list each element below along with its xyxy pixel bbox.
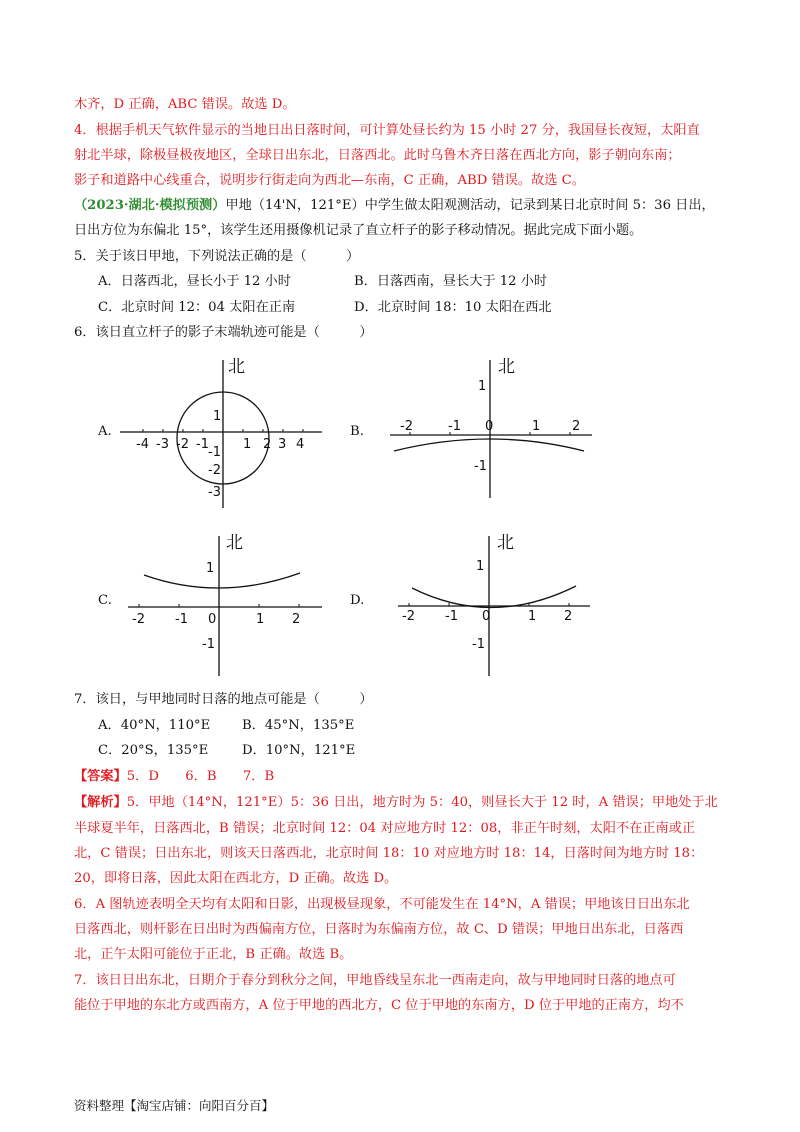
analysis-q7-line-2: 能位于甲地的东北方或西南方，A 位于甲地的西北方，C 位于甲地的东南方，D 位于甲地的正南方，均不: [74, 998, 684, 1013]
diagram-d-ytick: -1: [472, 637, 485, 652]
intro-line-1: [74, 197, 715, 215]
diagram-b-xtick: 2: [572, 419, 581, 434]
analysis-q5-line-3: 北，C 错误；日出东北，则该天日落西北，北京时间 18：10 对应地方时 18：14，日落时间为地方时 18：: [74, 846, 704, 861]
q5-stem: 5．关于该日甲地，下列说法正确的是（ ）: [74, 249, 360, 264]
diagram-d-xtick: -1: [445, 609, 458, 624]
diagram-c: [122, 528, 332, 678]
prev-answer-end: 木齐，D 正确，ABC 错误。故选 D。: [74, 97, 296, 112]
analysis-q6-line-2: 日落西北，则杆影在日出时为西偏南方位，日落时为东偏南方位，故 C、D 错误；甲地日出东北，日落西: [74, 922, 684, 937]
diagram-b-xtick: -2: [400, 419, 413, 434]
diagram-a-ytick: -1: [208, 445, 221, 460]
diagram-d-shadow-trajectory: [412, 586, 576, 608]
diagram-a-north-label: 北: [228, 357, 245, 377]
diagram-c-xtick: 0: [208, 612, 217, 627]
q6-label-c: C.: [98, 593, 112, 608]
q7-stem: 7．该日，与甲地同时日落的地点可能是（ ）: [74, 692, 373, 707]
diagram-d-xtick: -2: [402, 609, 415, 624]
diagram-d: [394, 528, 594, 678]
q4-line-1: 4．根据手机天气软件显示的当地日出日落时间，可计算处昼长约为 15 小时 27 分，我国昼长夜短，太阳直: [74, 123, 700, 138]
diagram-b-xtick: -1: [448, 419, 461, 434]
diagram-a-xtick: -3: [156, 437, 169, 452]
q6-label-b: B.: [350, 424, 364, 439]
footer-text: 资料整理【淘宝店铺：向阳百分百】: [74, 1098, 275, 1113]
analysis-q6-line-3: 北，正午太阳可能位于正北，B 正确。故选 B。: [74, 947, 353, 962]
q6-label-a: A.: [98, 424, 112, 439]
diagram-a-xtick: 4: [296, 437, 305, 452]
diagram-a-xtick: 2: [263, 437, 272, 452]
analysis-q6-line-1: 6．A 图轨迹表明全天均有太阳和日影，出现极昼现象，不可能发生在 14°N，A 错误；甲地该日日出东北: [74, 897, 690, 912]
diagram-b-xtick: 0: [485, 419, 494, 434]
diagram-d-north-label: 北: [497, 533, 514, 553]
diagram-c-shadow-trajectory: [144, 573, 300, 588]
q4-line-3: 影子和道路中心线重合，说明步行街走向为西北—东南，C 正确，ABD 错误。故选 C。: [74, 173, 585, 188]
diagram-c-xtick: -1: [175, 612, 188, 627]
q5-option-a: A．日落西北，昼长小于 12 小时: [98, 274, 291, 289]
diagram-a-xtick: 3: [278, 437, 287, 452]
q7-option-b: B．45°N，135°E: [242, 718, 355, 733]
diagram-c-ytick: 1: [206, 561, 215, 576]
q4-line-2: 射北半球，除极昼极夜地区，全球日出东北，日落西北。此时乌鲁木齐日落在西北方向，影子朝向东南；: [74, 148, 681, 163]
answer-tag: 【答案】: [74, 769, 127, 784]
diagram-d-ytick: 1: [476, 559, 485, 574]
diagram-b-north-label: 北: [498, 357, 515, 377]
source-tag: （2023·湖北·模拟预测）: [74, 198, 226, 213]
diagram-a-xtick: -1: [196, 437, 209, 452]
q5-option-d: D．北京时间 18：10 太阳在西北: [354, 300, 552, 315]
diagram-a-ytick: -2: [208, 463, 221, 478]
diagram-b-ytick: 1: [478, 379, 487, 394]
q7-option-c: C．20°S，135°E: [98, 743, 209, 758]
diagram-b-shadow-trajectory: [394, 439, 584, 451]
q5-option-b: B．日落西南，昼长大于 12 小时: [354, 274, 548, 289]
intro-line-2: 日出方位为东偏北 15°，该学生还用摄像机记录了直立杆子的影子移动情况。据此完成下面小题。: [74, 223, 643, 238]
diagram-c-north-label: 北: [226, 533, 243, 553]
diagram-a-xtick: -2: [176, 437, 189, 452]
analysis-q5-line-2: 半球夏半年，日落西北，B 错误；北京时间 12：04 对应地方时 12：08，非正午时刻，太阳不在正南或正: [74, 821, 696, 836]
diagram-c-xtick: 2: [292, 612, 301, 627]
diagram-d-xtick: 0: [482, 609, 491, 624]
diagram-b-ytick: -1: [474, 459, 487, 474]
q5-option-c: C．北京时间 12：04 太阳在正南: [98, 300, 296, 315]
diagram-a: [110, 350, 330, 510]
diagram-c-ytick: -1: [202, 637, 215, 652]
diagram-a-ytick: -3: [208, 485, 221, 500]
analysis-tag: 【解析】: [74, 795, 127, 810]
analysis-q5-text-1: 5．甲地（14°N，121°E）5：36 日出，地方时为 5：40，则昼长大于 12 时，A 错误；甲地处于北: [126, 795, 718, 810]
q7-option-a: A．40°N，110°E: [98, 718, 211, 733]
answer-line: [74, 768, 274, 786]
diagram-a-xtick: -4: [136, 437, 149, 452]
diagram-b: [380, 350, 600, 500]
intro-text-1: 甲地（14'N，121°E）中学生做太阳观测活动，记录到某日北京时间 5：36 日出，: [225, 198, 715, 213]
diagram-c-xtick: 1: [256, 612, 265, 627]
q7-option-d: D．10°N，121°E: [242, 743, 356, 758]
diagram-a-xtick: 1: [243, 437, 252, 452]
diagram-d-xtick: 2: [564, 609, 573, 624]
diagram-a-ytick: 1: [213, 409, 222, 424]
diagram-b-xtick: 1: [532, 419, 541, 434]
diagram-c-xtick: -2: [132, 612, 145, 627]
diagram-d-xtick: 1: [528, 609, 537, 624]
analysis-q5-line-4: 20，即将日落，因此太阳在西北方，D 正确。故选 D。: [74, 871, 398, 886]
q6-label-d: D.: [350, 593, 365, 608]
analysis-q7-line-1: 7．该日日出东北，日期介于春分到秋分之间，甲地昏线呈东北一西南走向，故与甲地同时日落的地点可: [74, 973, 676, 988]
answer-text: 5．D 6．B 7．B: [126, 769, 275, 784]
q6-stem: 6．该日直立杆子的影子末端轨迹可能是（ ）: [74, 325, 373, 340]
analysis-q5-line-1: [74, 794, 718, 812]
